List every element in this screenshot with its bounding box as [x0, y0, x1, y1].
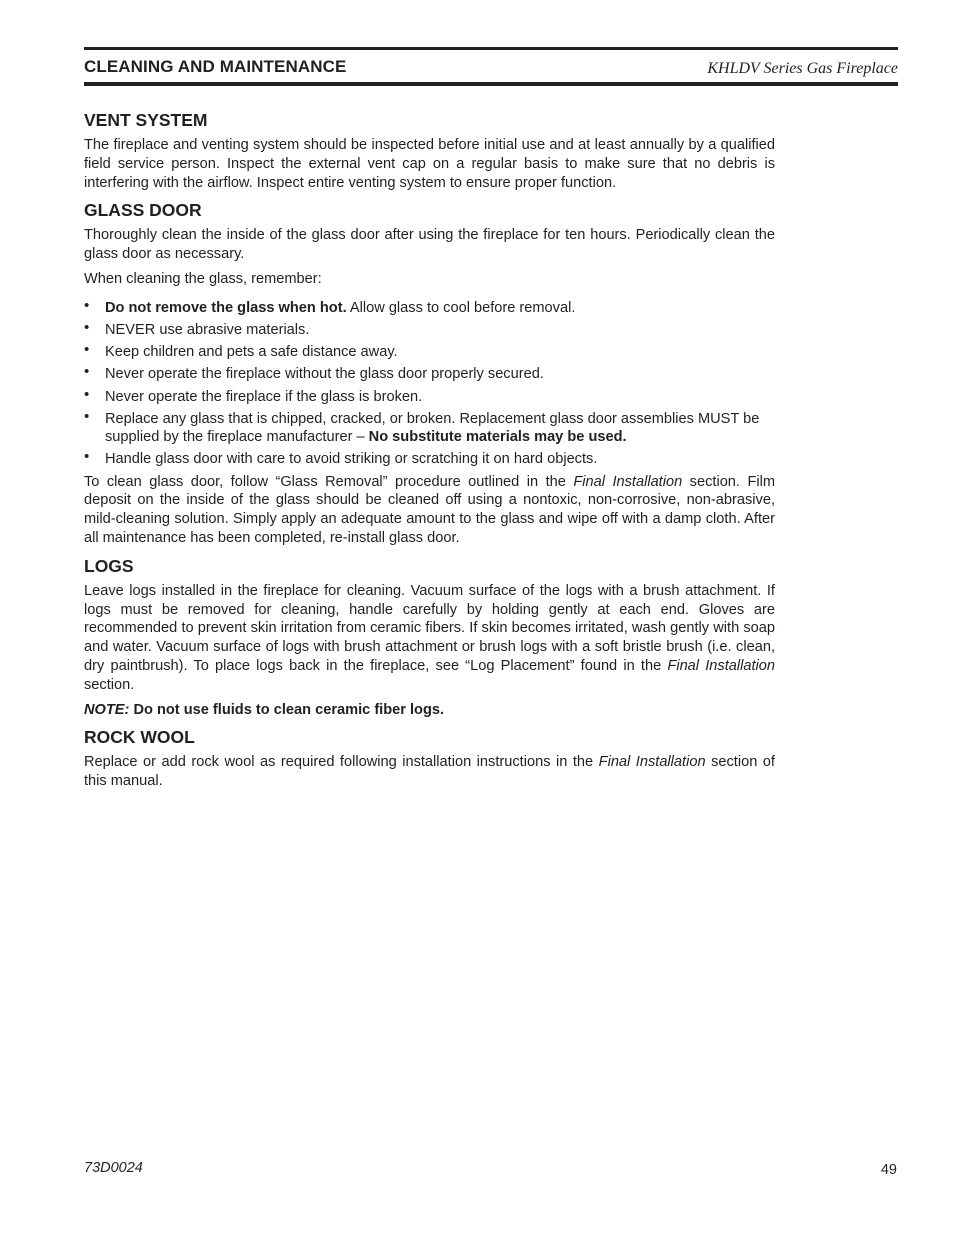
list-item-text: Handle glass door with care to avoid striking or scratching it on hard objects.: [105, 451, 598, 468]
list-item-text: Keep children and pets a safe distance away.: [105, 344, 398, 361]
rock-wool-section: [84, 727, 775, 791]
list-item: [84, 296, 775, 317]
rock-wool-body: [84, 753, 775, 791]
list-item: [84, 365, 775, 383]
bullet-icon: •: [84, 448, 90, 466]
glass-cleaning-instructions: [84, 473, 775, 548]
vent-system-section: [84, 110, 775, 192]
glass-door-section: [84, 200, 775, 547]
list-item: [84, 407, 775, 447]
bullet-icon: •: [84, 296, 90, 314]
product-title: KHLDV Series Gas Fireplace: [707, 60, 898, 77]
text-run: section of this manual.: [84, 754, 775, 790]
section-reference: Final Installation: [573, 473, 683, 490]
doc-number: 73D0024: [84, 1160, 143, 1176]
note-text: Do not use fluids to clean ceramic fiber logs.: [129, 701, 445, 718]
logs-note: [84, 701, 775, 720]
vent-system-body: The fireplace and venting system should be inspected before initial use and at least annually by a qualified field service person. Inspect the external vent cap on a regular basis to make sure that no debris is interfering with the airflow. Inspect entire venting system to ensure proper function.: [84, 137, 775, 191]
warning-bold-text: Do not remove the glass when hot.: [105, 299, 347, 316]
glass-door-remember: When cleaning the glass, remember:: [84, 270, 322, 287]
text-run: section. Film deposit on the inside of the glass should be cleaned off using a nontoxic, non-corrosive, non-abrasive, mild-cleaning solution. Simply apply an adequate amount to the glass and wipe off with a damp cloth. After all maintenance has been completed, re-install glass door.: [84, 473, 775, 546]
page-number: 49: [880, 1162, 897, 1178]
glass-cleaning-list: [84, 296, 775, 469]
list-item-text: Replace any glass that is chipped, cracked, or broken. Replacement glass door assemblies MUST be supplied by the fireplace manufacturer –: [105, 410, 760, 446]
logs-section: [84, 556, 775, 720]
bullet-icon: •: [84, 341, 90, 359]
list-item-text: Never operate the fireplace if the glass is broken.: [105, 388, 423, 405]
header-top-rule: [84, 47, 898, 50]
text-run: section.: [84, 676, 135, 693]
text-run: Replace or add rock wool as required following installation instructions in the: [84, 754, 599, 771]
list-item-text: Never operate the fireplace without the glass door properly secured.: [105, 366, 544, 383]
glass-door-heading: GLASS DOOR: [84, 200, 202, 221]
list-item-text: NEVER use abrasive materials.: [105, 321, 310, 338]
bullet-icon: •: [84, 385, 90, 403]
bullet-icon: •: [84, 407, 90, 425]
list-item: [84, 318, 775, 339]
section-title: CLEANING AND MAINTENANCE: [84, 57, 347, 76]
note-label: NOTE:: [84, 701, 130, 718]
logs-body: [84, 582, 775, 695]
text-run: Leave logs installed in the fireplace for cleaning. Vacuum surface of the logs with a brush attachment. If logs must be removed for cleaning, handle carefully by holding gently at each end. Gloves are recommended to prevent skin irritation from ceramic fibers. If skin becomes irritated, wash gently with soap and water. Vacuum surface of logs with brush attachment or brush logs with a soft bristle brush (i.e. clean, dry paintbrush). To place logs back in the fireplace, see “Log Placement” found in the: [84, 582, 775, 674]
list-item-text: Allow glass to cool before removal.: [346, 299, 576, 316]
list-item: [84, 385, 775, 406]
section-reference: Final Installation: [667, 657, 775, 674]
rock-wool-heading: ROCK WOOL: [84, 727, 195, 748]
list-item: [84, 450, 775, 468]
vent-system-heading: VENT SYSTEM: [84, 110, 208, 130]
header-bottom-rule: [84, 82, 898, 86]
bullet-icon: •: [84, 318, 90, 336]
text-run: To clean glass door, follow “Glass Removal” procedure outlined in the: [84, 473, 574, 490]
glass-door-intro: Thoroughly clean the inside of the glass door after using the fireplace for ten hours. Periodically clean the glass door as necessary.: [84, 227, 775, 263]
logs-heading: LOGS: [84, 555, 134, 576]
page-content: [84, 110, 775, 791]
list-item: [84, 343, 775, 361]
bullet-icon: •: [84, 363, 90, 381]
section-reference: Final Installation: [598, 754, 706, 771]
warning-bold-text: No substitute materials may be used.: [368, 429, 627, 446]
